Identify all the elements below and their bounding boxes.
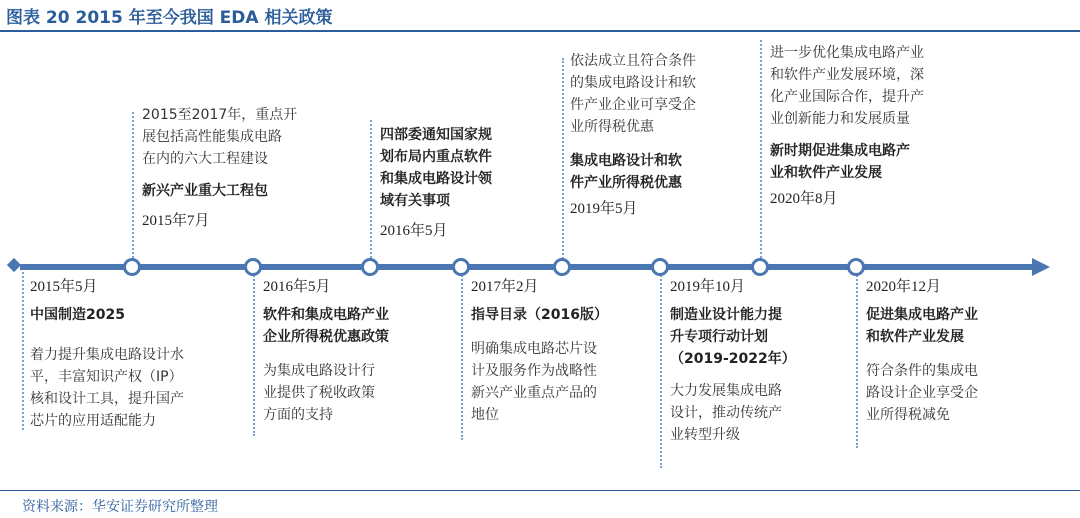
timeline-arrow-tail bbox=[7, 258, 21, 272]
event-2016-may-notice bbox=[380, 124, 560, 242]
event-description: 明确集成电路芯片设 计及服务作为战略性 新兴产业重点产品的 地位 bbox=[471, 341, 597, 423]
timeline-node-2016-may-a bbox=[244, 258, 262, 276]
event-2015-jul bbox=[142, 104, 357, 232]
event-name: 制造业设计能力提 升专项行动计划 （2019-2022年） bbox=[670, 307, 796, 367]
connector-line bbox=[253, 268, 255, 436]
event-name: 促进集成电路产业 和软件产业发展 bbox=[866, 307, 978, 345]
timeline-node-2019-oct bbox=[651, 258, 669, 276]
title-divider bbox=[0, 30, 1080, 32]
event-2016-may-tax bbox=[263, 276, 453, 426]
event-2017-feb bbox=[471, 276, 656, 426]
timeline-node-2015-jul bbox=[123, 258, 141, 276]
timeline-node-2020-dec bbox=[847, 258, 865, 276]
timeline-node-2016-may-b bbox=[361, 258, 379, 276]
event-name: 软件和集成电路产业 企业所得税优惠政策 bbox=[263, 307, 389, 345]
event-date: 2019年10月 bbox=[670, 279, 746, 295]
timeline-arrow-head bbox=[1032, 258, 1050, 276]
connector-line bbox=[660, 268, 662, 468]
timeline-node-2017-feb bbox=[452, 258, 470, 276]
event-date: 2020年12月 bbox=[866, 279, 942, 295]
connector-line bbox=[562, 58, 564, 262]
connector-line bbox=[461, 268, 463, 440]
event-description: 进一步优化集成电路产业 和软件产业发展环境，深 化产业国际合作，提升产 业创新能力和发展质量 bbox=[770, 45, 924, 127]
event-2020-aug bbox=[770, 42, 1010, 210]
event-name: 新时期促进集成电路产 业和软件产业发展 bbox=[770, 143, 910, 181]
event-description: 2015至2017年，重点开 展包括高性能集成电路 在内的六大工程建设 bbox=[142, 107, 298, 167]
event-name: 四部委通知国家规 划布局内重点软件 和集成电路设计领 域有关事项 bbox=[380, 127, 492, 209]
timeline-axis bbox=[20, 264, 1040, 270]
event-description: 符合条件的集成电 路设计企业享受企 业所得税减免 bbox=[866, 363, 978, 423]
timeline-node-2020-aug bbox=[751, 258, 769, 276]
event-name: 指导目录（2016版） bbox=[471, 307, 608, 323]
source-divider bbox=[0, 490, 1080, 491]
event-2019-may bbox=[570, 50, 755, 220]
connector-line bbox=[370, 120, 372, 262]
event-date: 2019年5月 bbox=[570, 201, 638, 217]
connector-line bbox=[22, 268, 24, 430]
event-date: 2016年5月 bbox=[263, 279, 331, 295]
event-2020-dec bbox=[866, 276, 1056, 426]
event-date: 2015年5月 bbox=[30, 279, 98, 295]
event-date: 2016年5月 bbox=[380, 223, 448, 239]
event-name: 中国制造2025 bbox=[30, 307, 125, 323]
event-name: 集成电路设计和软 件产业所得税优惠 bbox=[570, 153, 682, 191]
figure-title: 图表 20 2015 年至今我国 EDA 相关政策 bbox=[6, 8, 333, 28]
event-description: 为集成电路设计行 业提供了税收政策 方面的支持 bbox=[263, 363, 375, 423]
event-date: 2017年2月 bbox=[471, 279, 539, 295]
event-description: 大力发展集成电路 设计，推动传统产 业转型升级 bbox=[670, 383, 782, 443]
timeline-node-2019-may bbox=[553, 258, 571, 276]
event-description: 依法成立且符合条件 的集成电路设计和软 件产业企业可享受企 业所得税优惠 bbox=[570, 53, 696, 135]
event-2015-may bbox=[30, 276, 245, 432]
event-date: 2015年7月 bbox=[142, 213, 210, 229]
event-2019-oct bbox=[670, 276, 850, 446]
connector-line bbox=[132, 112, 134, 262]
connector-line bbox=[760, 40, 762, 262]
event-date: 2020年8月 bbox=[770, 191, 838, 207]
event-description: 着力提升集成电路设计水 平，丰富知识产权（IP） 核和设计工具，提升国产 芯片的应用适配能力 bbox=[30, 347, 184, 429]
source-note: 资料来源：华安证券研究所整理 bbox=[22, 499, 218, 515]
event-name: 新兴产业重大工程包 bbox=[142, 183, 268, 199]
connector-line bbox=[856, 268, 858, 448]
